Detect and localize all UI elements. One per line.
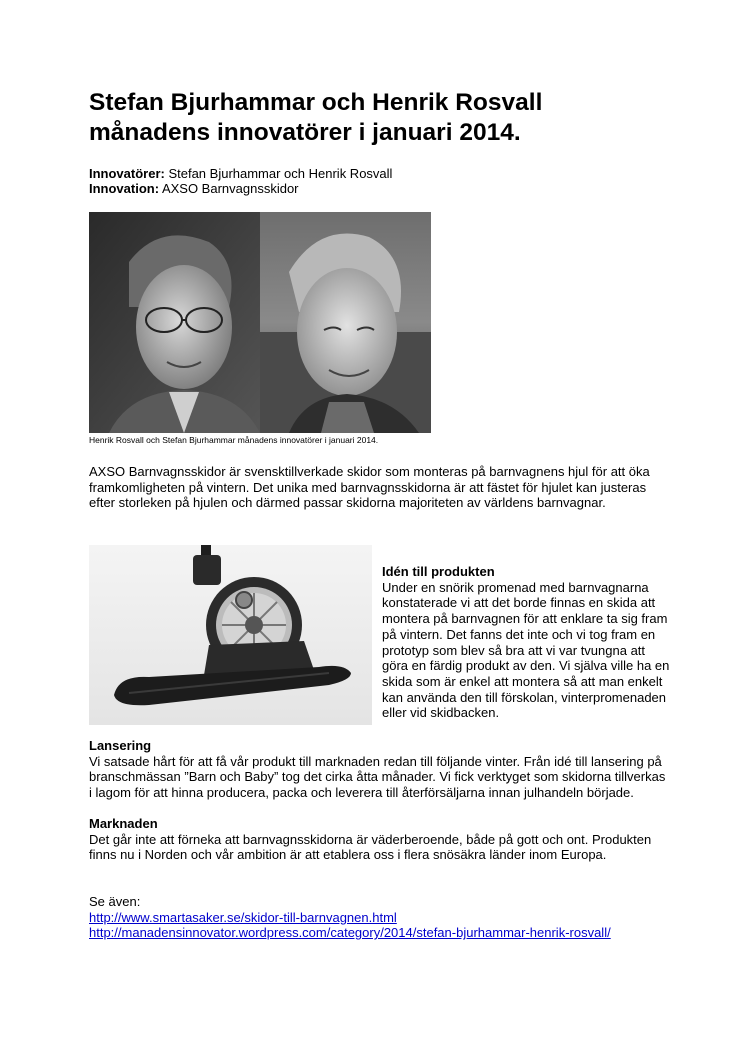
link-smartasaker[interactable]: http://www.smartasaker.se/skidor-till-barnvagnen.html — [89, 910, 397, 925]
title-line-1: Stefan Bjurhammar och Henrik Rosvall — [89, 89, 543, 116]
innovation-value: AXSO Barnvagnsskidor — [159, 181, 299, 196]
idea-heading: Idén till produkten — [382, 564, 495, 579]
innovators-photo — [89, 212, 431, 433]
see-also-section — [89, 894, 669, 940]
photo-caption: Henrik Rosvall och Stefan Bjurhammar månadens innovatörer i januari 2014. — [89, 435, 379, 445]
launch-body: Vi satsade hårt för att få vår produkt till marknaden redan till följande vinter. Från idé till lansering på branschmässan ”Barn och Baby” tog det cirka åtta månader. Vi fick verktyget som skidorna tillverkas i lagom för att hinna producera, packa och leverera till återförsäljarna innan julhandeln började. — [89, 753, 666, 801]
innovators-line — [89, 166, 392, 181]
launch-section — [89, 738, 669, 801]
idea-body: Under en snörik promenad med barnvagnarna konstaterade vi att det borde finnas en skida att montera på barnvagnen för att enklare ta sig fram på vintern. Det fanns det inte och vi tog fram en prototyp som blev så bra att vi var tvungna att göra en färdig produkt av den. Vi själva ville ha en skida som är enkel att montera så att man enkelt kan använda den till förskolan, vinterpromenaden eller vid skidbacken. — [382, 579, 670, 721]
innovation-label: Innovation: — [89, 181, 160, 196]
market-heading: Marknaden — [89, 816, 158, 831]
link-manadensinnovator[interactable]: http://manadensinnovator.wordpress.com/category/2014/stefan-bjurhammar-henrik-rosvall/ — [89, 925, 611, 940]
launch-heading: Lansering — [89, 738, 152, 753]
idea-section — [382, 564, 672, 721]
market-body: Det går inte att förneka att barnvagnsskidorna är väderberoende, både på gott och ont. Produkten finns nu i Norden och vår ambition är att etablera oss i flera snösäkra länder inom Europa. — [89, 831, 652, 863]
innovators-label: Innovatörer: — [89, 166, 165, 181]
page-title — [89, 88, 689, 148]
see-also-label: Se även: — [89, 894, 141, 909]
market-section — [89, 816, 669, 863]
title-line-2: månadens innovatörer i januari 2014. — [89, 119, 521, 146]
innovators-value: Stefan Bjurhammar och Henrik Rosvall — [164, 166, 393, 181]
product-photo — [89, 545, 372, 725]
intro-paragraph: AXSO Barnvagnsskidor är svensktillverkade skidor som monteras på barnvagnens hjul för att öka framkomligheten på vintern. Det unika med barnvagnsskidorna är att fästet för hjulet kan justeras efter storleken på hjulen och därmed passar skidorna majoriteten av världens barnvagnar. — [89, 464, 650, 511]
innovation-line — [89, 181, 299, 196]
